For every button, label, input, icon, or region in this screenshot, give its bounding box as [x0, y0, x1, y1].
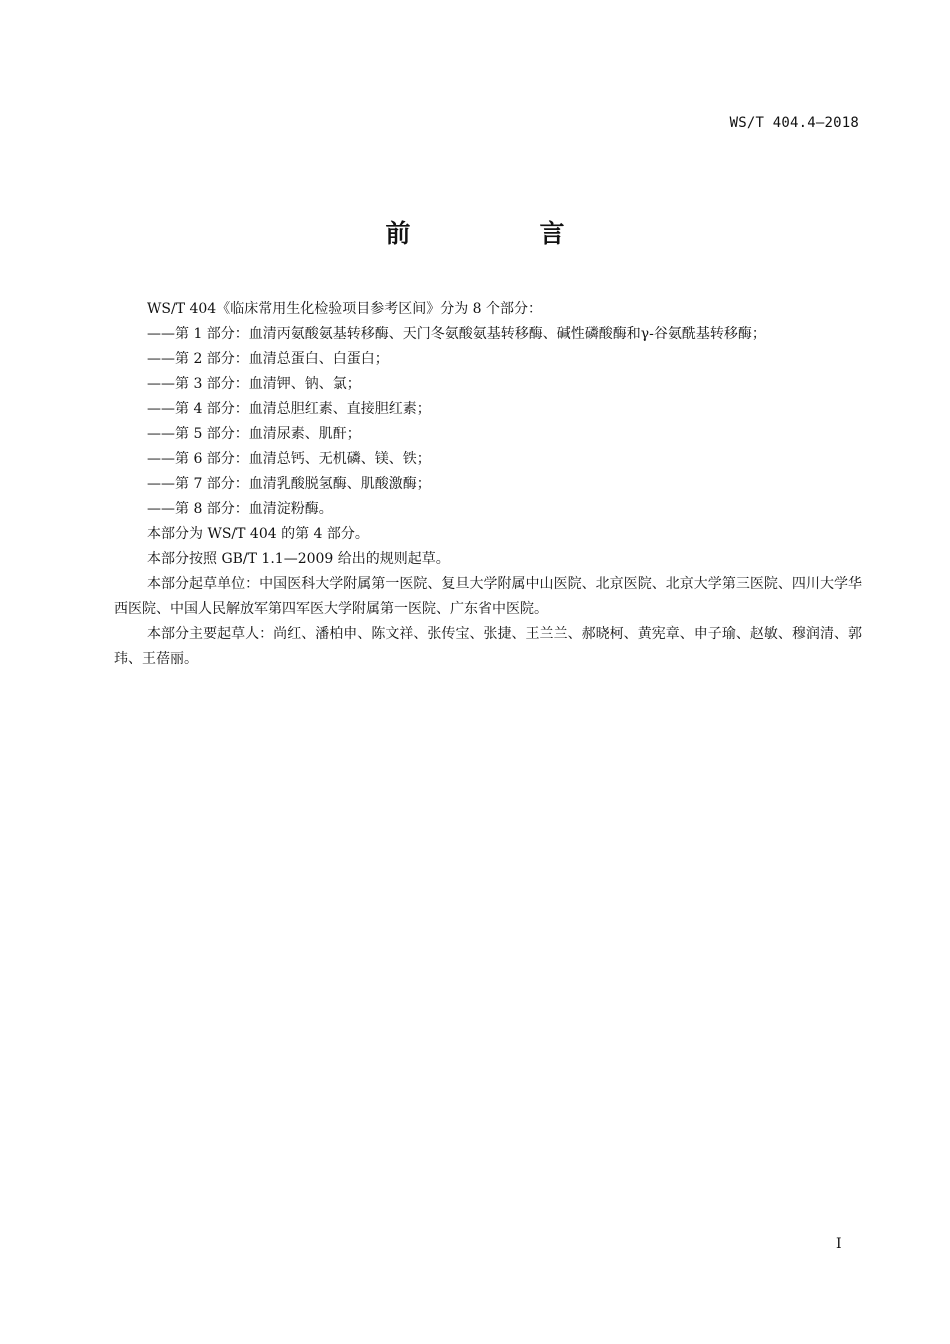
- dash-prefix: ——: [147, 376, 175, 392]
- list-item-text: 第 4 部分：血清总胆红素、直接胆红素；: [175, 401, 431, 417]
- list-item-text: 第 5 部分：血清尿素、肌酐；: [175, 426, 361, 442]
- page-number: I: [836, 1236, 842, 1252]
- list-item-text: 第 3 部分：血清钾、钠、氯；: [175, 376, 361, 392]
- drafting-rules-paragraph: 本部分按照 GB/T 1.1—2009 给出的规则起草。: [147, 551, 450, 567]
- dash-prefix: ——: [147, 351, 175, 367]
- list-item-part-6: [114, 447, 862, 472]
- dash-prefix: ——: [147, 476, 175, 492]
- dash-prefix: ——: [147, 451, 175, 467]
- standard-code: WS/T 404.4—2018: [729, 115, 859, 131]
- list-item-part-4: [114, 397, 862, 422]
- list-item-text: 第 2 部分：血清总蛋白、白蛋白；: [175, 351, 389, 367]
- list-item-part-8: [114, 497, 862, 522]
- list-item-part-3: [114, 372, 862, 397]
- document-body: [114, 297, 862, 672]
- list-item-text: 第 7 部分：血清乳酸脱氢酶、肌酸激酶；: [175, 476, 431, 492]
- list-item-part-1: [114, 322, 862, 347]
- list-item-text: 第 8 部分：血清淀粉酶。: [175, 501, 333, 517]
- list-item-text: 第 6 部分：血清总钙、无机磷、镁、铁；: [175, 451, 431, 467]
- intro-paragraph: WS/T 404《临床常用生化检验项目参考区间》分为 8 个部分：: [147, 301, 543, 317]
- dash-prefix: ——: [147, 326, 175, 342]
- list-item-part-7: [114, 472, 862, 497]
- dash-prefix: ——: [147, 401, 175, 417]
- drafting-units-paragraph: 本部分起草单位：中国医科大学附属第一医院、复旦大学附属中山医院、北京医院、北京大学第三医院、四川大学华西医院、中国人民解放军第四军医大学附属第一医院、广东省中医院。: [114, 576, 862, 617]
- dash-prefix: ——: [147, 501, 175, 517]
- list-item-text: 第 1 部分：血清丙氨酸氨基转移酶、天门冬氨酸氨基转移酶、碱性磷酸酶和γ-谷氨酰基转移酶；: [175, 326, 766, 342]
- page-title: 前 言: [385, 219, 617, 248]
- dash-prefix: ——: [147, 426, 175, 442]
- list-item-part-5: [114, 422, 862, 447]
- part-statement-paragraph: 本部分为 WS/T 404 的第 4 部分。: [147, 526, 369, 542]
- drafters-paragraph: 本部分主要起草人：尚红、潘柏申、陈文祥、张传宝、张捷、王兰兰、郝晓柯、黄宪章、申子瑜、赵敏、穆润清、郭玮、王蓓丽。: [114, 626, 862, 667]
- list-item-part-2: [114, 347, 862, 372]
